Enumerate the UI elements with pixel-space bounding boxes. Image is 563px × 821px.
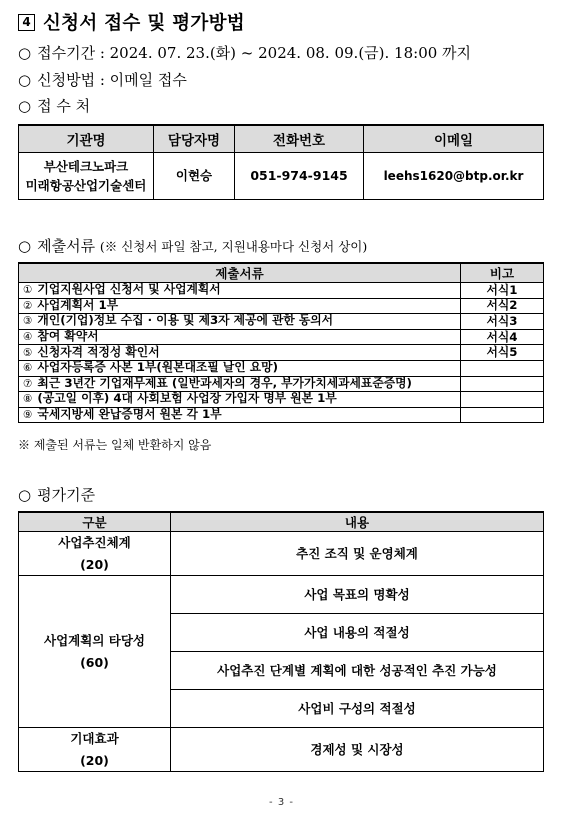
item-text: 사업자등록증 사본 1부(원본대조필 날인 요망): [37, 360, 278, 375]
table-row: [19, 576, 544, 614]
phone-cell: 051-974-9145: [235, 153, 364, 200]
contact-row: [19, 153, 544, 200]
item-text: 기업지원사업 신청서 및 사업계획서: [37, 282, 221, 297]
email-cell: leehs1620@btp.or.kr: [364, 153, 544, 200]
evaluation-label: 평가기준: [37, 486, 96, 504]
contact-table: [18, 124, 544, 200]
item-ref: [461, 360, 544, 376]
table-row: [19, 298, 544, 314]
item-ref: [461, 376, 544, 392]
section-number-box: 4: [18, 14, 35, 31]
documents-header-row: [19, 263, 544, 283]
table-row: [19, 728, 544, 772]
criterion-cell: 사업 내용의 적절성: [171, 614, 544, 652]
category-score: (20): [80, 556, 109, 572]
item-number: ⑧: [23, 393, 33, 406]
contact-header-row: [19, 125, 544, 153]
category-cell: [19, 728, 171, 772]
category-score: (60): [80, 654, 109, 670]
criterion-cell: 추진 조직 및 운영체계: [171, 532, 544, 576]
header-remarks: 비고: [461, 263, 544, 283]
table-row: [19, 329, 544, 345]
category-score: (20): [80, 752, 109, 768]
item-number: ⑨: [23, 409, 33, 422]
page-number: - 3 -: [269, 797, 294, 808]
item-text: (공고일 이후) 4대 사회보험 사업장 가입자 명부 원본 1부: [37, 391, 337, 406]
item-ref: 서식1: [461, 283, 544, 299]
item-text: 신청자격 적정성 확인서: [37, 344, 160, 359]
category-name: 기대효과: [70, 731, 119, 747]
item-number: ④: [23, 331, 33, 344]
item-number: ②: [23, 299, 33, 312]
table-row: [19, 283, 544, 299]
header-documents: 제출서류: [19, 263, 461, 283]
table-row: [19, 407, 544, 423]
bullet-circle-icon: ○: [18, 71, 32, 89]
method-line: [18, 69, 187, 90]
documents-footnote: ※ 제출된 서류는 일체 반환하지 않음: [18, 438, 212, 452]
section-title: 신청서 접수 및 평가방법: [43, 13, 245, 34]
method-text: 신청방법 : 이메일 접수: [37, 71, 187, 89]
header-manager: 담당자명: [154, 125, 235, 153]
documents-line: [18, 235, 367, 256]
org-name-line1: 부산테크노파크: [43, 158, 129, 174]
bullet-circle-icon: ○: [18, 486, 32, 504]
item-number: ①: [23, 284, 33, 297]
bullet-circle-icon: ○: [18, 44, 32, 62]
table-row: [19, 376, 544, 392]
period-line: [18, 42, 471, 63]
header-email: 이메일: [364, 125, 544, 153]
item-text: 사업계획서 1부: [37, 297, 119, 312]
criterion-cell: 경제성 및 시장성: [171, 728, 544, 772]
category-name: 사업계획의 타당성: [44, 633, 145, 649]
item-number: ⑦: [23, 377, 33, 390]
header-org: 기관명: [19, 125, 154, 153]
criterion-cell: 사업비 구성의 적절성: [171, 690, 544, 728]
section-heading: [18, 9, 245, 35]
header-content: 내용: [171, 512, 544, 532]
table-row: [19, 392, 544, 408]
office-line: [18, 95, 90, 116]
item-ref: 서식4: [461, 329, 544, 345]
item-text: 국세지방세 완납증명서 원본 각 1부: [37, 407, 222, 422]
bullet-circle-icon: ○: [18, 237, 32, 255]
header-phone: 전화번호: [235, 125, 364, 153]
documents-table: [18, 262, 544, 423]
table-row: [19, 532, 544, 576]
item-ref: [461, 407, 544, 423]
item-ref: 서식3: [461, 314, 544, 330]
evaluation-line: [18, 484, 95, 505]
item-ref: 서식2: [461, 298, 544, 314]
item-text: 참여 확약서: [37, 329, 99, 344]
criterion-cell: 사업추진 단계별 계획에 대한 성공적인 추진 가능성: [171, 652, 544, 690]
item-number: ⑥: [23, 362, 33, 375]
bullet-circle-icon: ○: [18, 97, 32, 115]
item-text: 최근 3년간 기업재무제표 (일반과세자의 경우, 부가가치세과세표준증명): [37, 375, 412, 390]
header-category: 구분: [19, 512, 171, 532]
org-cell: [19, 153, 154, 200]
documents-label: 제출서류: [37, 237, 96, 255]
category-cell: [19, 532, 171, 576]
evaluation-table: [18, 511, 544, 772]
office-text: 접 수 처: [37, 97, 91, 115]
table-row: [19, 360, 544, 376]
criterion-cell: 사업 목표의 명확성: [171, 576, 544, 614]
category-cell: [19, 576, 171, 728]
documents-note: (※ 신청서 파일 참고, 지원내용마다 신청서 상이): [99, 239, 368, 254]
item-number: ⑤: [23, 346, 33, 359]
item-ref: 서식5: [461, 345, 544, 361]
org-name-line2: 미래항공산업기술센터: [25, 178, 147, 193]
item-text: 개인(기업)정보 수집 · 이용 및 제3자 제공에 관한 동의서: [37, 313, 334, 328]
item-number: ③: [23, 315, 33, 328]
category-name: 사업추진체계: [58, 535, 131, 551]
table-row: [19, 314, 544, 330]
table-row: [19, 345, 544, 361]
item-ref: [461, 392, 544, 408]
period-text: 접수기간 : 2024. 07. 23.(화) ~ 2024. 08. 09.(금). 18:00 까지: [37, 44, 472, 62]
evaluation-header-row: [19, 512, 544, 532]
manager-cell: 이현승: [154, 153, 235, 200]
